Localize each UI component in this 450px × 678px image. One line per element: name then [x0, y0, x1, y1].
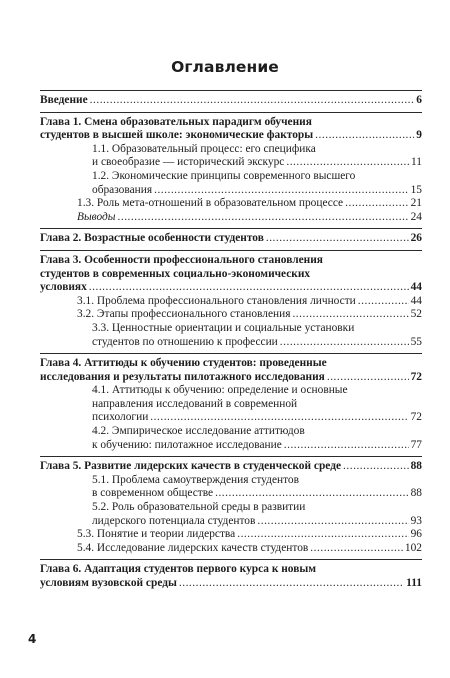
toc-entry-text: 5.4. Исследование лидерских качеств студентов [77, 541, 309, 554]
leader-dots [237, 528, 408, 542]
toc-section-entry[interactable] [40, 295, 422, 309]
toc-section-entry[interactable] [40, 384, 422, 425]
toc-entry-text: условиях [40, 281, 87, 294]
toc-page-number: 44 [410, 281, 422, 294]
toc-entry-text: и своеобразие — исторический экскурс [92, 156, 285, 169]
toc-page-number: 88 [410, 487, 422, 500]
toc-entry-line [77, 197, 422, 211]
toc-page-number: 52 [410, 308, 422, 321]
toc-page-number: 21 [410, 197, 422, 210]
toc-entry-line [40, 232, 422, 246]
toc-entry-text: лидерского потенциала студентов [92, 514, 256, 527]
leader-dots [257, 515, 408, 529]
toc-page-number: 72 [410, 370, 422, 383]
toc-chapter-entry[interactable] [40, 116, 422, 143]
toc-entry-line [77, 515, 422, 529]
toc-entry-line [40, 281, 422, 295]
toc-entry-text: Глава 3. Особенности профессионального становления [40, 253, 323, 266]
toc-entry-text: 4.2. Эмпирическое исследование аттитюдов [92, 425, 305, 438]
toc-entry-text: 3.3. Ценностные ориентации и социальные установки [92, 321, 355, 334]
toc-entry-text: студентов в современных социально-экономических [40, 267, 311, 280]
toc-entry-text: 3.1. Проблема профессионального становления личности [77, 294, 356, 307]
toc-entry-line [77, 336, 422, 350]
toc-entry-text: 5.3. Понятие и теории лидерства [77, 528, 236, 541]
toc-page-number: 44 [410, 294, 422, 307]
leader-dots [118, 211, 409, 225]
toc-entry-text: 1.2. Экономические принципы современного высшего [92, 169, 356, 182]
toc-entry-text: 5.1. Проблема самоутверждения студентов [92, 473, 299, 486]
leader-dots [266, 232, 409, 246]
toc-entry-text: исследования и результаты пилотажного исследования [40, 370, 325, 383]
toc-chapter-entry[interactable] [40, 254, 422, 295]
toc-entry-text: психологии [92, 411, 149, 424]
toc-entry-line [77, 156, 422, 170]
toc-entry-line [77, 542, 422, 556]
page-title: Оглавление [171, 58, 279, 76]
toc-chapter-entry[interactable] [40, 357, 422, 384]
leader-dots [154, 184, 409, 198]
toc-group [40, 457, 422, 559]
toc-page-number: 11 [411, 156, 422, 169]
toc-page-number: 102 [404, 541, 422, 554]
toc-entry-text: студентов в высшей школе: экономические факторы [40, 129, 314, 142]
toc-page-number: 24 [410, 210, 422, 223]
toc-entry-text: Глава 6. Адаптация студентов первого курса к новым [40, 563, 317, 576]
toc-chapter-entry[interactable] [40, 460, 422, 474]
leader-dots [343, 460, 409, 474]
toc-group [40, 91, 422, 112]
toc-entry-line [77, 211, 422, 225]
leader-dots [310, 542, 403, 556]
leader-dots [345, 197, 408, 211]
toc-entry-text: направления исследований в современной [92, 397, 298, 410]
toc-entry-text: студентов по отношению к профессии [92, 335, 278, 348]
leader-dots [286, 156, 409, 170]
leader-dots [150, 411, 408, 425]
toc-page-number: 26 [410, 232, 422, 245]
toc-entry-text: Введение [40, 94, 88, 106]
toc-chapter-entry[interactable] [40, 94, 422, 108]
toc-page-number: 93 [410, 514, 422, 527]
toc-page-number: 6 [416, 94, 422, 106]
toc-entry-line [77, 411, 422, 425]
leader-dots [89, 281, 409, 295]
toc-entry-line [40, 371, 422, 385]
toc-entry-text: Глава 4. Аттитюды к обучению студентов: проведенные [40, 357, 327, 370]
toc-page-number: 72 [410, 411, 422, 424]
toc-entry-text: Глава 5. Развитие лидерских качеств в студенческой среде [40, 460, 342, 473]
toc-entry-text: 1.1. Образовательный процесс: его специфика [92, 142, 316, 155]
toc-entry-line [40, 94, 422, 108]
toc-page-number: 9 [416, 129, 422, 142]
toc-entry-line [77, 487, 422, 501]
toc-section-entry[interactable] [40, 501, 422, 528]
page-number: 4 [28, 632, 37, 646]
toc-entry-text: условиям вузовской среды [40, 577, 177, 589]
toc-page-number: 77 [410, 438, 422, 451]
leader-dots [315, 129, 414, 143]
toc-entry-text: 3.2. Этапы профессионального становления [77, 308, 291, 321]
toc-entry-line [40, 129, 422, 143]
toc-entry-text: Глава 1. Смена образовательных парадигм обучения [40, 115, 312, 128]
leader-dots [179, 577, 404, 591]
toc-section-entry[interactable] [40, 528, 422, 542]
toc-entry-line [40, 577, 422, 591]
toc-page-number: 88 [410, 460, 422, 473]
toc-chapter-entry[interactable] [40, 563, 422, 590]
toc-page-number: 111 [406, 577, 422, 589]
toc-entry-line [77, 439, 422, 453]
toc-section-entry[interactable] [40, 322, 422, 349]
toc-entry-text: к обучению: пилотажное исследование [92, 438, 282, 451]
leader-dots [280, 336, 409, 350]
toc-entry-line [77, 308, 422, 322]
leader-dots [292, 308, 408, 322]
toc-section-entry[interactable] [40, 197, 422, 211]
toc-entry-line [77, 295, 422, 309]
table-of-contents [40, 90, 422, 595]
toc-entry-text: образования [92, 183, 153, 196]
toc-group [40, 560, 422, 594]
toc-entry-line [40, 460, 422, 474]
toc-section-entry[interactable] [40, 170, 422, 197]
toc-entry-line [77, 528, 422, 542]
toc-entry-text: в современном обществе [92, 487, 214, 500]
toc-group [40, 354, 422, 456]
leader-dots [90, 94, 415, 108]
leader-dots [215, 487, 409, 501]
toc-section-entry[interactable] [40, 308, 422, 322]
toc-section-entry[interactable] [40, 542, 422, 556]
leader-dots [327, 371, 409, 385]
toc-entry-text: 5.2. Роль образовательной среды в развитии [92, 501, 306, 514]
leader-dots [358, 295, 409, 309]
toc-section-entry[interactable] [40, 474, 422, 501]
toc-section-entry[interactable] [40, 425, 422, 452]
toc-group [40, 229, 422, 250]
toc-page-number: 96 [410, 528, 422, 541]
toc-page-number: 55 [410, 335, 422, 348]
toc-section-entry[interactable] [40, 143, 422, 170]
toc-entry-text: 1.3. Роль мета-отношений в образовательном процессе [77, 197, 344, 210]
toc-entry-text: Выводы [77, 210, 116, 223]
toc-page-number: 15 [410, 183, 422, 196]
toc-section-entry[interactable] [40, 211, 422, 225]
toc-entry-line [77, 184, 422, 198]
toc-group [40, 113, 422, 229]
toc-group [40, 251, 422, 353]
toc-chapter-entry[interactable] [40, 232, 422, 246]
leader-dots [284, 439, 409, 453]
toc-entry-text: 4.1. Аттитюды к обучению: определение и основные [92, 384, 348, 397]
toc-entry-text: Глава 2. Возрастные особенности студентов [40, 232, 264, 245]
